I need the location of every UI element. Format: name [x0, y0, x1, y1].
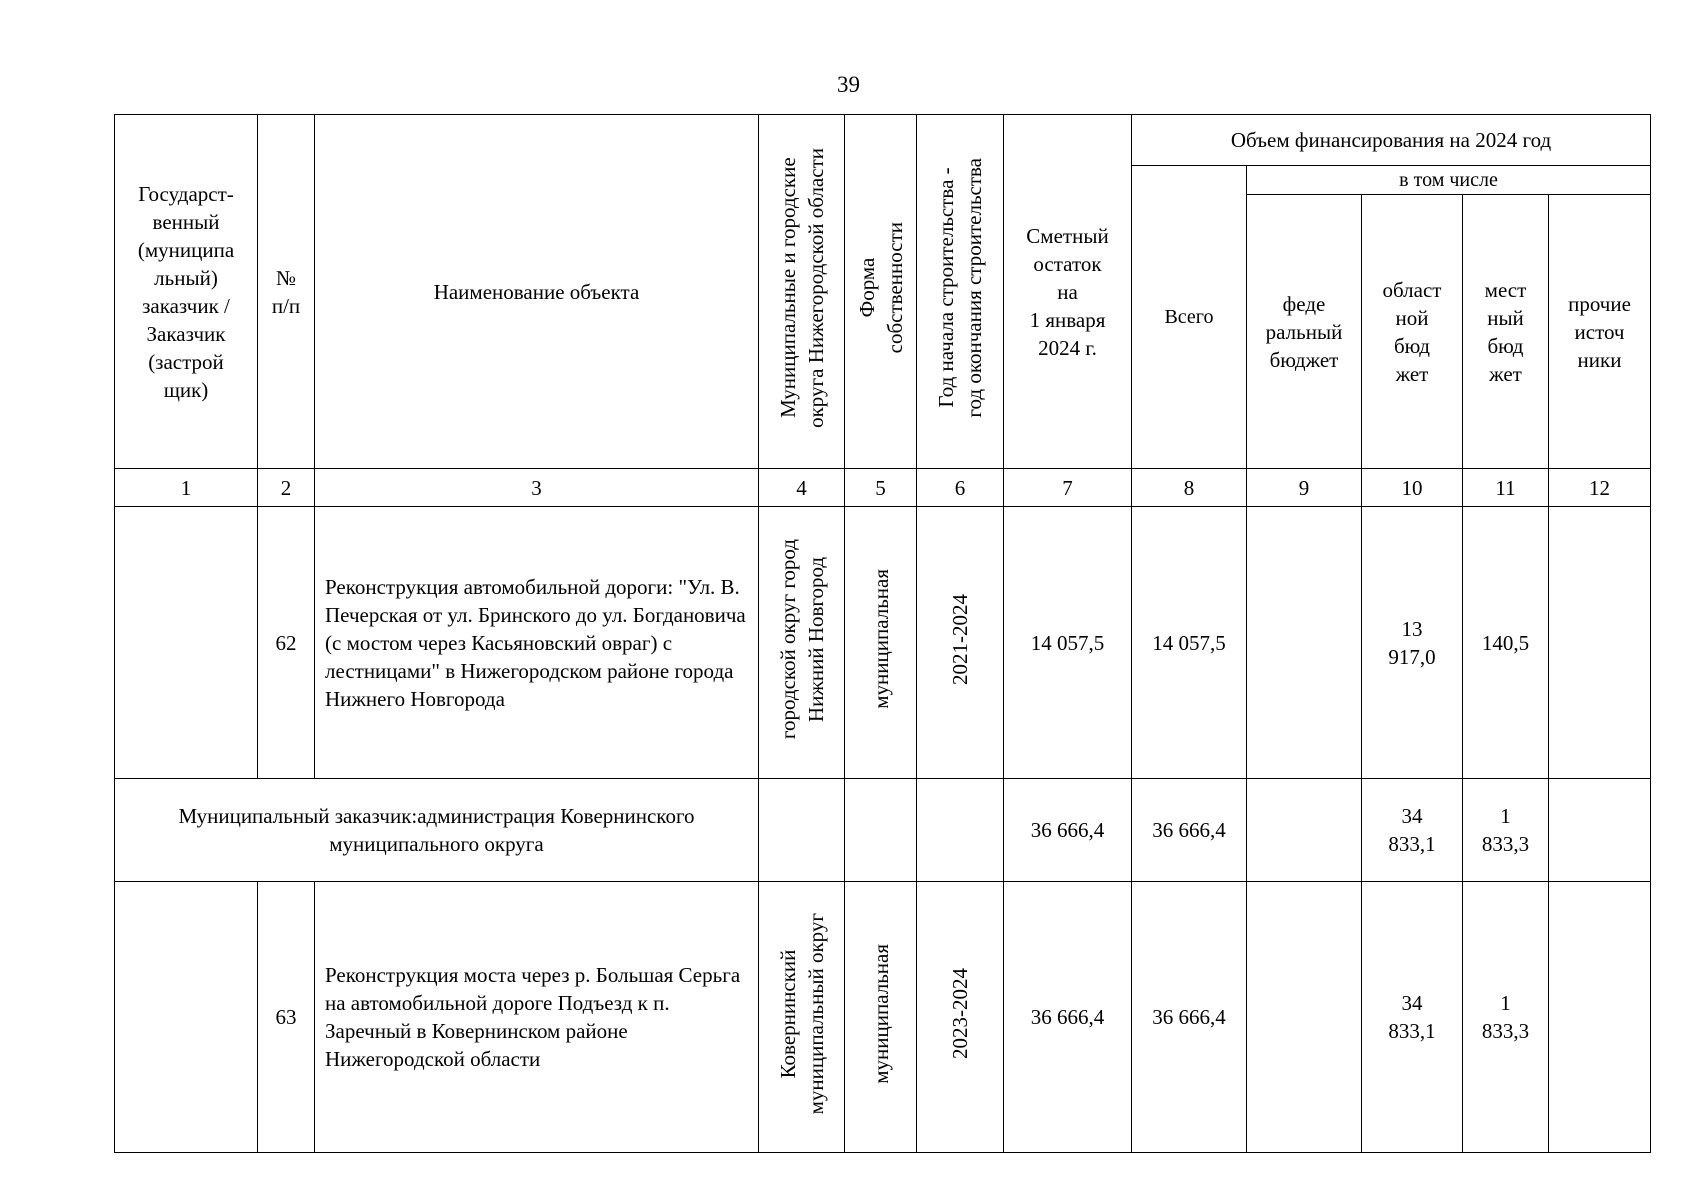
header-local-budget: мест ный бюд жет	[1463, 195, 1549, 469]
column-number: 11	[1463, 469, 1549, 507]
row-years: 2023-2024	[948, 968, 972, 1059]
financing-table	[114, 114, 1651, 1153]
table-row	[115, 507, 1651, 779]
group-total: 36 666,4	[1132, 779, 1247, 882]
row-municipality-cell	[759, 507, 845, 779]
row-ownership: муниципальная	[868, 569, 893, 709]
group-label: Муниципальный заказчик:администрация Ковернинского муниципального округа	[115, 779, 759, 882]
row-years-cell	[917, 507, 1004, 779]
row-ownership: муниципальная	[868, 943, 893, 1084]
row-object-name: Реконструкция моста через р. Большая Серьга на автомобильной дороге Подъезд к п. Заречный в Ковернинском районе Нижегородской области	[315, 882, 759, 1153]
row-other-sources	[1549, 507, 1651, 779]
header-municipality: Муниципальные и городские округа Нижегородской области	[775, 148, 828, 428]
header-including: в том числе	[1247, 166, 1651, 195]
row-object-name: Реконструкция автомобильной дороги: "Ул. В. Печерская от ул. Бринского до ул. Богдановича (с мостом через Касьяновский овраг) с лестницами" в Нижегородском районе города Нижнего Новгорода	[315, 507, 759, 779]
header-estimate-balance: Сметный остаток на 1 января 2024 г.	[1004, 115, 1132, 469]
column-number: 3	[315, 469, 759, 507]
row-estimate-balance: 36 666,4	[1004, 882, 1132, 1153]
column-number: 4	[759, 469, 845, 507]
row-local-budget: 140,5	[1463, 507, 1549, 779]
row-total: 36 666,4	[1132, 882, 1247, 1153]
group-row	[115, 779, 1651, 882]
column-number: 10	[1362, 469, 1463, 507]
row-federal-budget	[1247, 507, 1362, 779]
row-years: 2021-2024	[948, 593, 972, 685]
row-years-cell	[917, 882, 1004, 1153]
row-regional-budget: 34 833,1	[1362, 882, 1463, 1153]
column-number: 8	[1132, 469, 1247, 507]
row-municipality: Ковернинский муниципальный округ	[775, 912, 828, 1115]
row-customer	[115, 882, 258, 1153]
group-local-budget: 1 833,3	[1463, 779, 1549, 882]
row-municipality: городской округ город Нижний Новгород	[775, 538, 828, 740]
header-customer: Государст- венный (муниципа льный) заказчик / Заказчик (застрой щик)	[115, 115, 258, 469]
row-federal-budget	[1247, 882, 1362, 1153]
column-number: 7	[1004, 469, 1132, 507]
row-municipality-cell	[759, 882, 845, 1153]
header-other-sources: прочие источ ники	[1549, 195, 1651, 469]
header-financing-group: Объем финансирования на 2024 год	[1132, 115, 1651, 166]
group-regional-budget: 34 833,1	[1362, 779, 1463, 882]
row-ownership-cell	[845, 507, 917, 779]
column-number: 9	[1247, 469, 1362, 507]
header-regional-budget: област ной бюд жет	[1362, 195, 1463, 469]
group-years	[917, 779, 1004, 882]
column-number-row	[115, 469, 1651, 507]
header-years-cell	[917, 115, 1004, 469]
row-number: 63	[258, 882, 315, 1153]
group-municipality	[759, 779, 845, 882]
header-ownership: Форма собственности	[854, 222, 907, 354]
table-row	[115, 882, 1651, 1153]
column-number: 2	[258, 469, 315, 507]
header-ownership-cell	[845, 115, 917, 469]
column-number: 12	[1549, 469, 1651, 507]
header-total: Всего	[1132, 166, 1247, 469]
group-ownership	[845, 779, 917, 882]
header-federal-budget: феде ральный бюджет	[1247, 195, 1362, 469]
row-total: 14 057,5	[1132, 507, 1247, 779]
row-ownership-cell	[845, 882, 917, 1153]
column-number: 5	[845, 469, 917, 507]
row-number: 62	[258, 507, 315, 779]
row-regional-budget: 13 917,0	[1362, 507, 1463, 779]
row-local-budget: 1 833,3	[1463, 882, 1549, 1153]
header-municipality-cell	[759, 115, 845, 469]
header-row	[115, 115, 1651, 166]
row-estimate-balance: 14 057,5	[1004, 507, 1132, 779]
row-other-sources	[1549, 882, 1651, 1153]
header-object-name: Наименование объекта	[315, 115, 759, 469]
group-estimate-balance: 36 666,4	[1004, 779, 1132, 882]
page-number: 39	[837, 72, 860, 97]
header-number: № п/п	[258, 115, 315, 469]
group-federal-budget	[1247, 779, 1362, 882]
column-number: 1	[115, 469, 258, 507]
group-other-sources	[1549, 779, 1651, 882]
header-years: Год начала строительства - год окончания строительства	[934, 158, 986, 418]
row-customer	[115, 507, 258, 779]
column-number: 6	[917, 469, 1004, 507]
